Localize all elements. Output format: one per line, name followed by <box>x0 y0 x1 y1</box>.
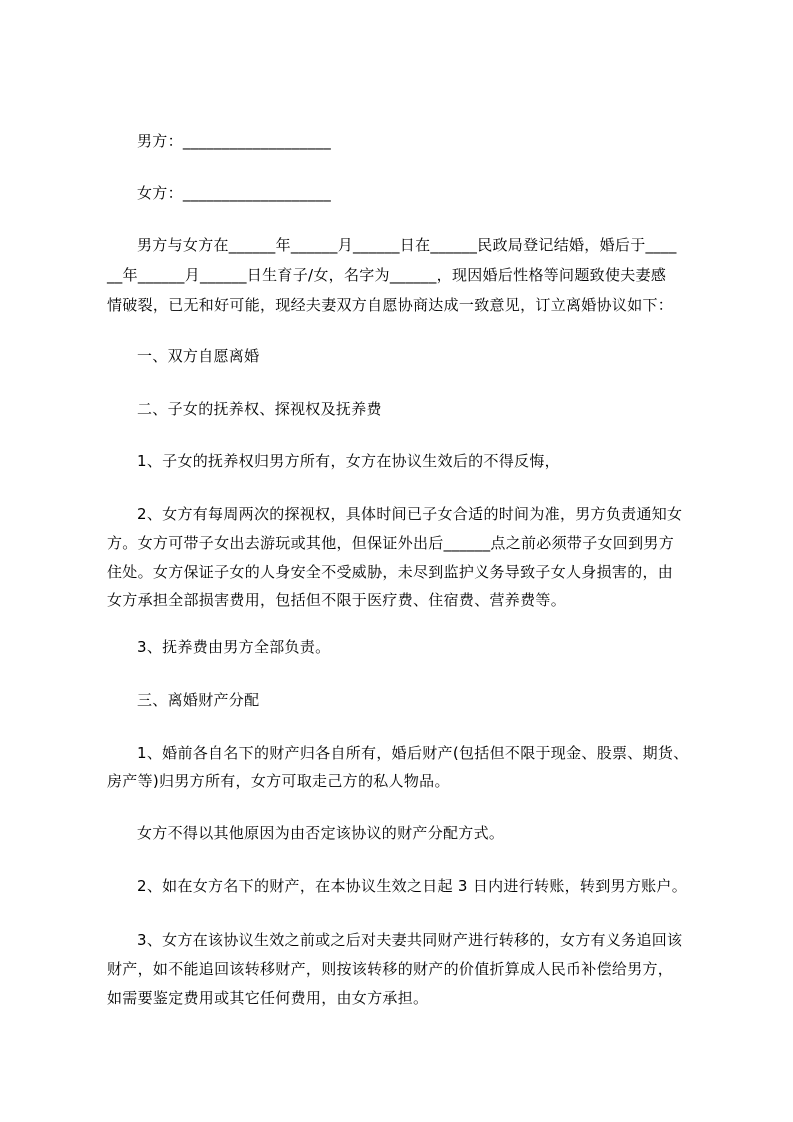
section-1-heading: 一、双方自愿离婚 <box>137 347 260 365</box>
section-3-item-2: 2、如在女方名下的财产，在本协议生效之日起 3 日内进行转账，转到男方账户。 <box>137 877 688 895</box>
section-3-item-3-line-1: 3、女方在该协议生效之前或之后对夫妻共同财产进行转移的，女方有义务追回该 <box>137 931 683 949</box>
section-2-item-3: 3、抚养费由男方全部负责。 <box>137 638 331 656</box>
section-2-item-2-line-2: 方。女方可带子女出去游玩或其他，但保证外出后______点之前必须带子女回到男方 <box>107 534 675 552</box>
section-3-item-1-line-2: 房产等)归男方所有，女方可取走己方的私人物品。 <box>107 772 450 790</box>
section-2-item-1: 1、子女的抚养权归男方所有，女方在协议生效后的不得反悔， <box>137 452 560 470</box>
husband-line: 男方：___________________ <box>137 132 332 150</box>
section-3-note: 女方不得以其他原因为由否定该协议的财产分配方式。 <box>137 824 505 842</box>
wife-line: 女方：___________________ <box>137 184 332 202</box>
intro-line-1: 男方与女方在______年______月______日在______民政局登记结婚，婚后于____ <box>137 236 677 254</box>
section-2-item-2-line-1: 2、女方有每周两次的探视权，具体时间已子女合适的时间为准，男方负责通知女 <box>137 505 683 523</box>
intro-line-2: __年______月______日生育子/女，名字为______，现因婚后性格等问题致使夫妻感 <box>107 266 667 284</box>
section-3-item-3-line-3: 如需要鉴定费用或其它任何费用，由女方承担。 <box>107 989 429 1007</box>
section-3-item-3-line-2: 财产，如不能追回该转移财产，则按该转移的财产的价值折算成人民币补偿给男方， <box>107 960 674 978</box>
section-2-item-2-line-3: 住处。女方保证子女的人身安全不受威胁，未尽到监护义务导致子女人身损害的，由 <box>107 563 674 581</box>
section-3-heading: 三、离婚财产分配 <box>137 691 260 709</box>
section-2-item-2-line-4: 女方承担全部损害费用，包括但不限于医疗费、住宿费、营养费等。 <box>107 591 567 609</box>
section-3-item-1-line-1: 1、婚前各自名下的财产归各自所有，婚后财产(包括但不限于现金、股票、期货、 <box>137 744 689 762</box>
section-2-heading: 二、子女的抚养权、探视权及抚养费 <box>137 400 382 418</box>
intro-line-3: 情破裂，已无和好可能，现经夫妻双方自愿协商达成一致意见，订立离婚协议如下： <box>107 296 674 314</box>
